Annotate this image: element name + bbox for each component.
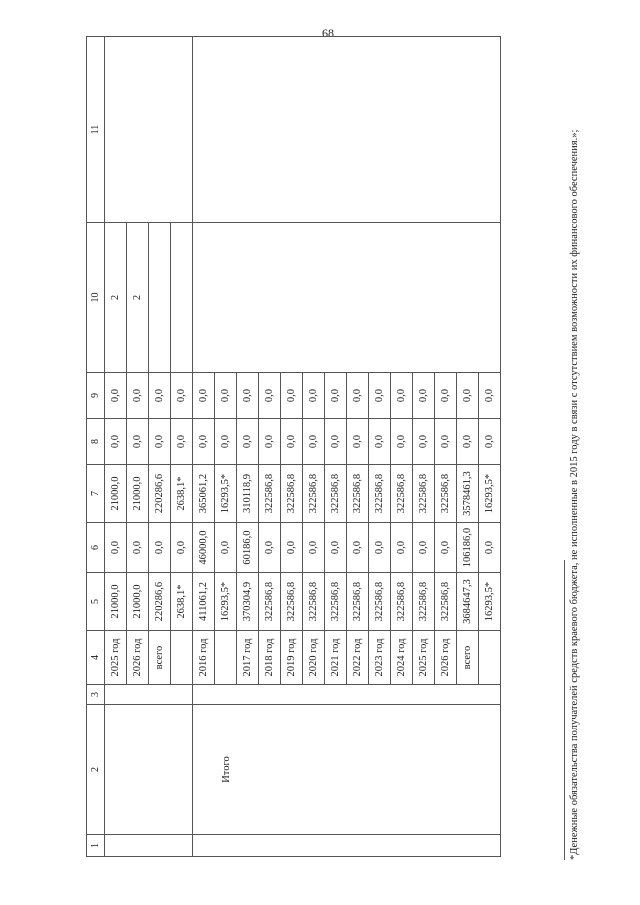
blank-cell xyxy=(105,37,193,223)
value-cell: 16293,5* xyxy=(215,465,237,523)
value-cell: 16293,5* xyxy=(215,573,237,631)
value-cell: 322586,8 xyxy=(369,573,391,631)
blank-cell xyxy=(105,705,193,835)
value-cell: 21000,0 xyxy=(127,573,149,631)
value-cell: 0,0 xyxy=(149,419,171,465)
value-cell: 0,0 xyxy=(391,419,413,465)
value-cell: 0,0 xyxy=(325,419,347,465)
header-cell: 9 xyxy=(87,373,105,419)
value-cell: 0,0 xyxy=(325,373,347,419)
header-cell: 4 xyxy=(87,631,105,685)
year-cell: 2022 год xyxy=(347,631,369,685)
value-cell: 0,0 xyxy=(193,419,215,465)
value-cell: 0,0 xyxy=(193,373,215,419)
value-cell: 0,0 xyxy=(479,523,501,573)
blank-cell xyxy=(193,835,501,857)
value-cell: 0,0 xyxy=(237,419,259,465)
year-cell: 2017 год xyxy=(237,631,259,685)
value-cell: 322586,8 xyxy=(413,465,435,523)
value-cell: 322586,8 xyxy=(303,465,325,523)
value-cell: 0,0 xyxy=(281,419,303,465)
year-cell xyxy=(215,631,237,685)
value-cell: 0,0 xyxy=(259,419,281,465)
value-cell: 322586,8 xyxy=(347,573,369,631)
itogo-label: Итого xyxy=(193,705,501,835)
value-cell: 0,0 xyxy=(435,419,457,465)
value-cell: 0,0 xyxy=(347,373,369,419)
value-cell: 0,0 xyxy=(413,373,435,419)
value-cell: 220286,6 xyxy=(149,573,171,631)
value-cell: 0,0 xyxy=(479,419,501,465)
value-cell: 322586,8 xyxy=(281,573,303,631)
value-cell: 0,0 xyxy=(127,373,149,419)
value-cell: 0,0 xyxy=(457,373,479,419)
value-cell: 0,0 xyxy=(413,419,435,465)
value-cell: 0,0 xyxy=(369,523,391,573)
header-row xyxy=(87,37,105,857)
value-cell: 322586,8 xyxy=(391,465,413,523)
blank-cell xyxy=(193,37,501,223)
value-cell: 0,0 xyxy=(105,373,127,419)
value-cell: 3578461,3 xyxy=(457,465,479,523)
value-cell: 0,0 xyxy=(171,373,193,419)
value-cell: 0,0 xyxy=(413,523,435,573)
value-cell: 322586,8 xyxy=(259,573,281,631)
value-cell: 0,0 xyxy=(105,419,127,465)
value-cell: 0,0 xyxy=(391,373,413,419)
page-number: 68 xyxy=(322,26,334,40)
value-cell: 16293,5* xyxy=(479,573,501,631)
value-cell: 21000,0 xyxy=(105,465,127,523)
value-cell: 0,0 xyxy=(215,419,237,465)
header-cell: 1 xyxy=(87,835,105,857)
budget-table xyxy=(86,36,501,857)
value-cell: 0,0 xyxy=(347,419,369,465)
value-cell: 21000,0 xyxy=(105,573,127,631)
value-cell: 0,0 xyxy=(171,419,193,465)
value-cell: 411061,2 xyxy=(193,573,215,631)
value-cell: 2 xyxy=(127,223,149,373)
value-cell: 2 xyxy=(105,223,127,373)
table-row xyxy=(193,37,215,857)
value-cell: 3684647,3 xyxy=(457,573,479,631)
rotated-table-container xyxy=(86,37,526,857)
value-cell: 0,0 xyxy=(479,373,501,419)
value-cell: 0,0 xyxy=(369,373,391,419)
footnote-rule xyxy=(564,560,565,860)
value-cell: 0,0 xyxy=(303,523,325,573)
header-cell: 3 xyxy=(87,685,105,705)
value-cell: 0,0 xyxy=(303,419,325,465)
value-cell: 0,0 xyxy=(347,523,369,573)
footnote-text: *Денежные обязательства получателей средств краевого бюджета, не исполненные в 2015 году в связи с отсутствием возможности их финансового обеспечения.»; xyxy=(569,129,580,860)
table-row xyxy=(105,37,127,857)
value-cell: 0,0 xyxy=(215,523,237,573)
year-cell: 2026 год xyxy=(127,631,149,685)
value-cell: 0,0 xyxy=(281,523,303,573)
value-cell: 0,0 xyxy=(369,419,391,465)
value-cell: 0,0 xyxy=(105,523,127,573)
value-cell xyxy=(149,223,171,373)
value-cell: 322586,8 xyxy=(435,465,457,523)
value-cell: 0,0 xyxy=(391,523,413,573)
year-cell xyxy=(479,631,501,685)
value-cell: 0,0 xyxy=(127,419,149,465)
year-cell: 2020 год xyxy=(303,631,325,685)
value-cell: 370304,9 xyxy=(237,573,259,631)
footnote-block xyxy=(564,50,582,860)
value-cell: 322586,8 xyxy=(303,573,325,631)
value-cell: 0,0 xyxy=(435,523,457,573)
header-cell: 11 xyxy=(87,37,105,223)
value-cell: 322586,8 xyxy=(413,573,435,631)
blank-cell xyxy=(193,685,501,705)
value-cell: 0,0 xyxy=(171,523,193,573)
value-cell: 0,0 xyxy=(149,523,171,573)
blank-cell xyxy=(193,223,501,373)
value-cell: 322586,8 xyxy=(325,465,347,523)
year-cell: 2019 год xyxy=(281,631,303,685)
value-cell: 21000,0 xyxy=(127,465,149,523)
value-cell: 0,0 xyxy=(149,373,171,419)
value-cell: 0,0 xyxy=(215,373,237,419)
year-cell: всего xyxy=(457,631,479,685)
year-cell xyxy=(171,631,193,685)
value-cell: 322586,8 xyxy=(325,573,347,631)
value-cell: 46000,0 xyxy=(193,523,215,573)
value-cell: 322586,8 xyxy=(391,573,413,631)
value-cell xyxy=(171,223,193,373)
year-cell: 2016 год xyxy=(193,631,215,685)
value-cell: 2638,1* xyxy=(171,573,193,631)
header-cell: 2 xyxy=(87,705,105,835)
header-cell: 7 xyxy=(87,465,105,523)
year-cell: 2025 год xyxy=(105,631,127,685)
value-cell: 0,0 xyxy=(457,419,479,465)
value-cell: 16293,5* xyxy=(479,465,501,523)
value-cell: 322586,8 xyxy=(369,465,391,523)
value-cell: 322586,8 xyxy=(281,465,303,523)
value-cell: 0,0 xyxy=(127,523,149,573)
value-cell: 0,0 xyxy=(325,523,347,573)
header-cell: 6 xyxy=(87,523,105,573)
value-cell: 2638,1* xyxy=(171,465,193,523)
year-cell: 2024 год xyxy=(391,631,413,685)
value-cell: 60186,0 xyxy=(237,523,259,573)
value-cell: 322586,8 xyxy=(347,465,369,523)
value-cell: 0,0 xyxy=(281,373,303,419)
year-cell: 2025 год xyxy=(413,631,435,685)
value-cell: 322586,8 xyxy=(259,465,281,523)
header-cell: 8 xyxy=(87,419,105,465)
blank-cell xyxy=(105,685,193,705)
value-cell: 0,0 xyxy=(259,523,281,573)
value-cell: 106186,0 xyxy=(457,523,479,573)
value-cell: 322586,8 xyxy=(435,573,457,631)
year-cell: 2021 год xyxy=(325,631,347,685)
header-cell: 5 xyxy=(87,573,105,631)
value-cell: 310118,9 xyxy=(237,465,259,523)
year-cell: 2023 год xyxy=(369,631,391,685)
value-cell: 220286,6 xyxy=(149,465,171,523)
header-cell: 10 xyxy=(87,223,105,373)
value-cell: 0,0 xyxy=(435,373,457,419)
value-cell: 0,0 xyxy=(237,373,259,419)
value-cell: 0,0 xyxy=(259,373,281,419)
value-cell: 0,0 xyxy=(303,373,325,419)
blank-cell xyxy=(105,835,193,857)
year-cell: 2026 год xyxy=(435,631,457,685)
year-cell: 2018 год xyxy=(259,631,281,685)
value-cell: 365061,2 xyxy=(193,465,215,523)
year-cell: всего xyxy=(149,631,171,685)
